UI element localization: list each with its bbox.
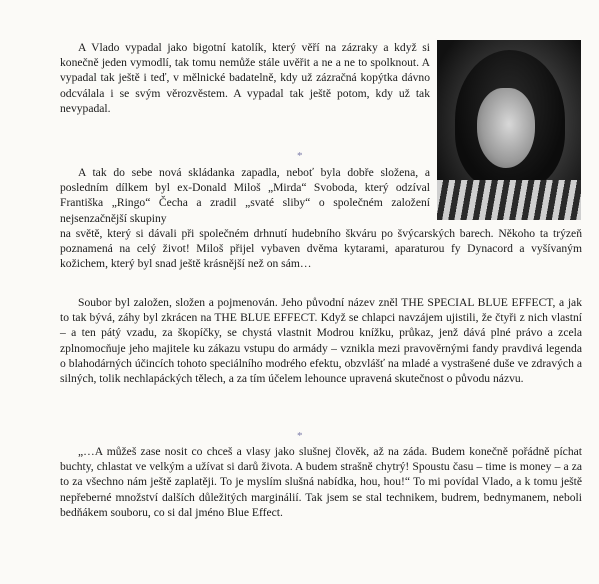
photo-face — [477, 88, 535, 168]
paragraph-3: Soubor byl založen, složen a pojmenován. Jeho původní název zněl THE SPECIAL BLUE EFFECT, a jak to tak bývá, záhy byl zkrácen na THE BLUE EFFECT. Když se chlapci navzájem ujistili, že čtyři z nich vlastní – a ten pátý vzadu, za škopíčky, se chystá vlastnit Modrou knížku, průkaz, jenž dává plné právo a zcela zplnomocňuje jeho majitele ku zákazu vstupu do armády – vznikla mezi pravověrnými fandy pravdivá legenda o blahodárných účincích tohoto speciálního modrého efektu, obzvlášť na mladé a vystrašené duše ve zdravých a silných, tolik nechlapáckých tělech, a za tím účelem lehounce upravená skutečnost o původu názvu. — [60, 296, 582, 386]
section-separator-2: * — [297, 430, 303, 442]
paragraph-1: A Vlado vypadal jako bigotní katolík, který věří na zázraky a když si konečně jeden vymodlí, tak tomu nemůže stále uvěřit a ne a ne to spolknout. A vypadal tak ještě i teď, v mělnické badatelně, kdy už zázračná kopýtka dávno odcválala i se svým věrozvěstem. A vypadal tak ještě potom, kdy už tak nevypadal. — [60, 41, 430, 115]
paragraph-2a: A tak do sebe nová skládanka zapadla, neboť byla dobře složena, a posledním dílkem byl ex-Donald Miloš „Mirda“ Svoboda, který odzíval Františka „Ringo“ Čecha a zradil „svaté sliby“ o společném založení nejsenzačnější skupiny — [60, 166, 430, 225]
portrait-photo — [437, 40, 581, 220]
section-separator-1: * — [297, 150, 303, 162]
paragraph-2b: na světě, který si dávali při společném drhnutí hudebního škváru po švýcarských barech. Někoho ta trýzeň poznamená na celý život! Miloš přijel vybaven dvěma kytarami, aparaturou fy Dynacord a vyšívaným kožichem, který byl snad ještě krásnější než on sám… — [60, 227, 582, 271]
paragraph-4: „…A můžeš zase nosit co chceš a vlasy jako slušnej člověk, až na záda. Budem konečně pořádně píchat buchty, chlastat ve velkým a užívat si darů života. A budem strašně chytrý! Spoustu času – time is money – a za to za všechno nám ještě zaplatěji. To je myslím slušná nabídka, hou, hou!“ To mi povídal Vlado, a k tomu ještě nepřeberné množství dalších důležitých marginálií. Tak jsem se stal technikem, budrem, bednymanem, neboli bedňákem souboru, co si dal jméno Blue Effect. — [60, 445, 582, 519]
photo-shirt — [437, 180, 581, 220]
